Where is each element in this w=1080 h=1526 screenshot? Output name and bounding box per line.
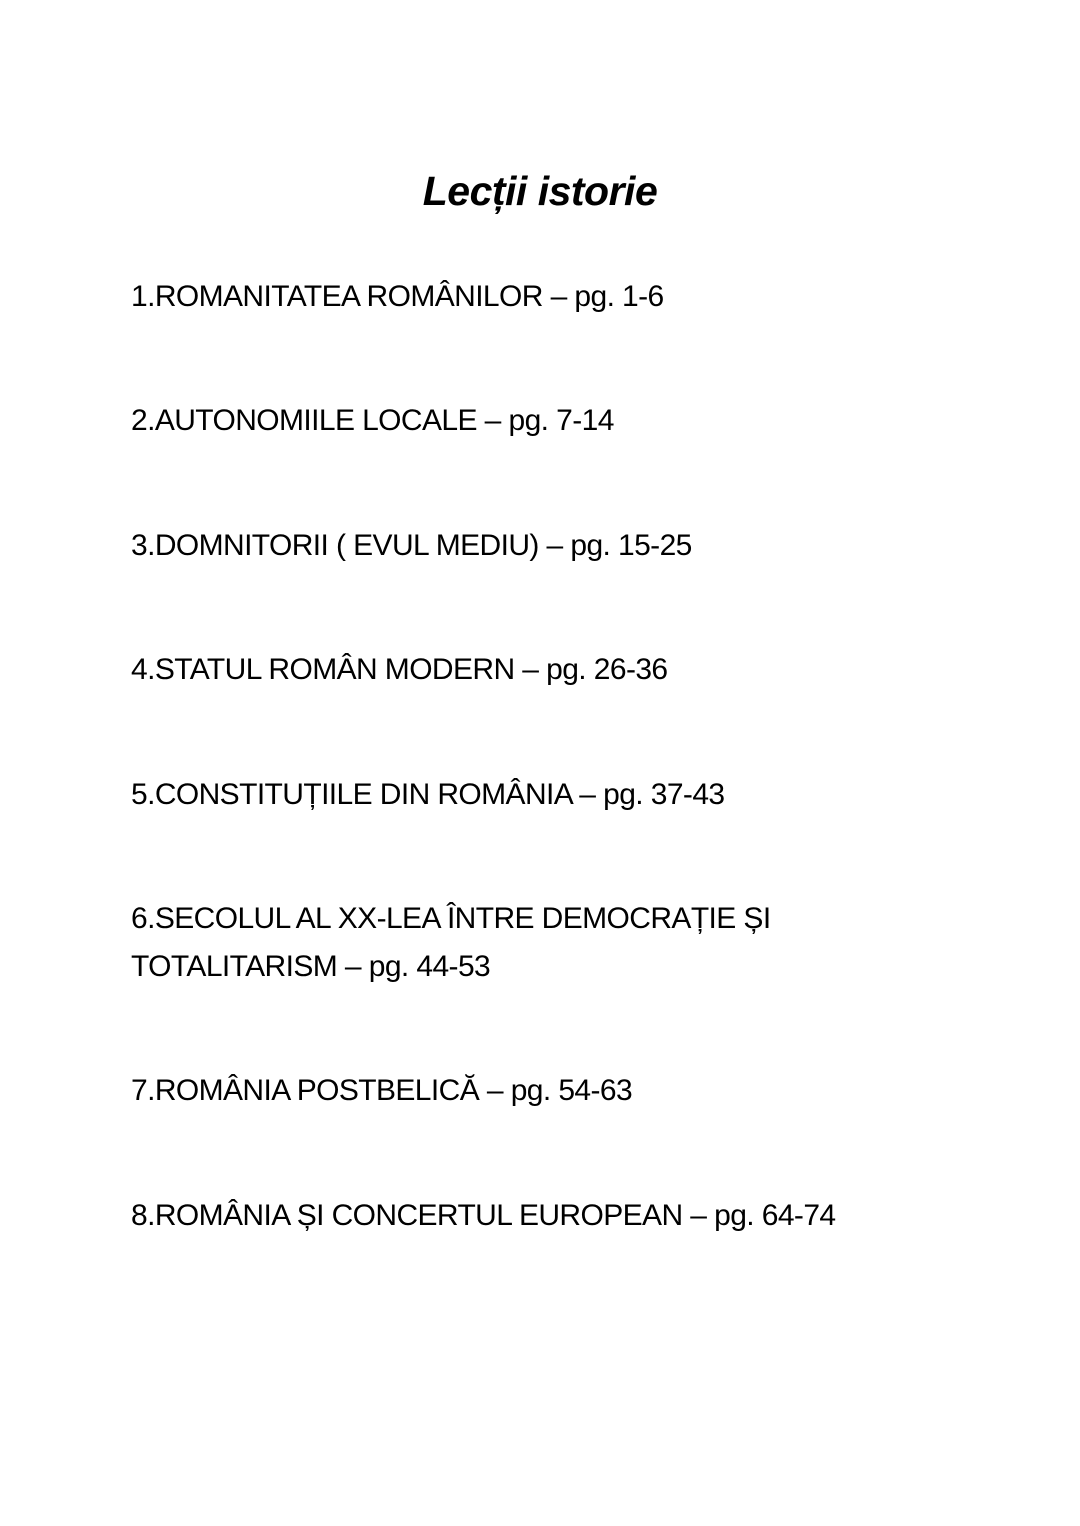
toc-item-separator: – [579,778,596,811]
toc-item-5 [131,771,891,819]
toc-item-pages: pg. 15-25 [570,529,692,562]
toc-item-label: 7.ROMÂNIA POSTBELICĂ [131,1074,480,1107]
toc-item-pages: pg. 44-53 [368,950,491,983]
toc-item-3 [131,522,891,570]
toc-item-2 [131,397,891,445]
toc-item-pages: pg. 26-36 [546,653,668,686]
toc-item-separator: – [486,1074,503,1107]
toc-item-pages: pg. 64-74 [714,1199,836,1232]
toc-item-label: 4.STATUL ROMÂN MODERN [131,653,515,686]
toc-item-pages: pg. 7-14 [508,404,614,437]
toc-item-pages: pg. 54-63 [510,1074,633,1107]
toc-item-separator: – [550,280,567,313]
toc-item-separator: – [690,1199,707,1232]
toc-item-7 [131,1067,891,1115]
toc-item-label: 1.ROMANITATEA ROMÂNILOR [131,280,543,313]
toc-item-label: 3.DOMNITORII ( EVUL MEDIU) [131,529,539,562]
toc-item-label: 5.CONSTITUȚIILE DIN ROMÂNIA [131,778,572,811]
toc-item-8 [131,1192,891,1240]
toc-item-pages: pg. 37-43 [603,778,725,811]
toc-item-4 [131,646,891,694]
toc-item-pages: pg. 1-6 [574,280,664,313]
toc-item-6 [131,895,831,991]
toc-item-separator: – [484,404,501,437]
toc-item-1 [131,273,891,321]
page-title: Lecții istorie [422,168,658,215]
toc-item-separator: – [546,529,563,562]
toc-item-separator: – [344,950,361,983]
toc-item-label: 2.AUTONOMIILE LOCALE [131,404,477,437]
toc-item-separator: – [522,653,539,686]
toc-item-label: 8.ROMÂNIA ȘI CONCERTUL EUROPEAN [131,1199,683,1232]
toc-item-label: 6.SECOLUL AL XX-LEA ÎNTRE DEMOCRAȚIE ȘI TOTALITARISM [131,902,771,983]
